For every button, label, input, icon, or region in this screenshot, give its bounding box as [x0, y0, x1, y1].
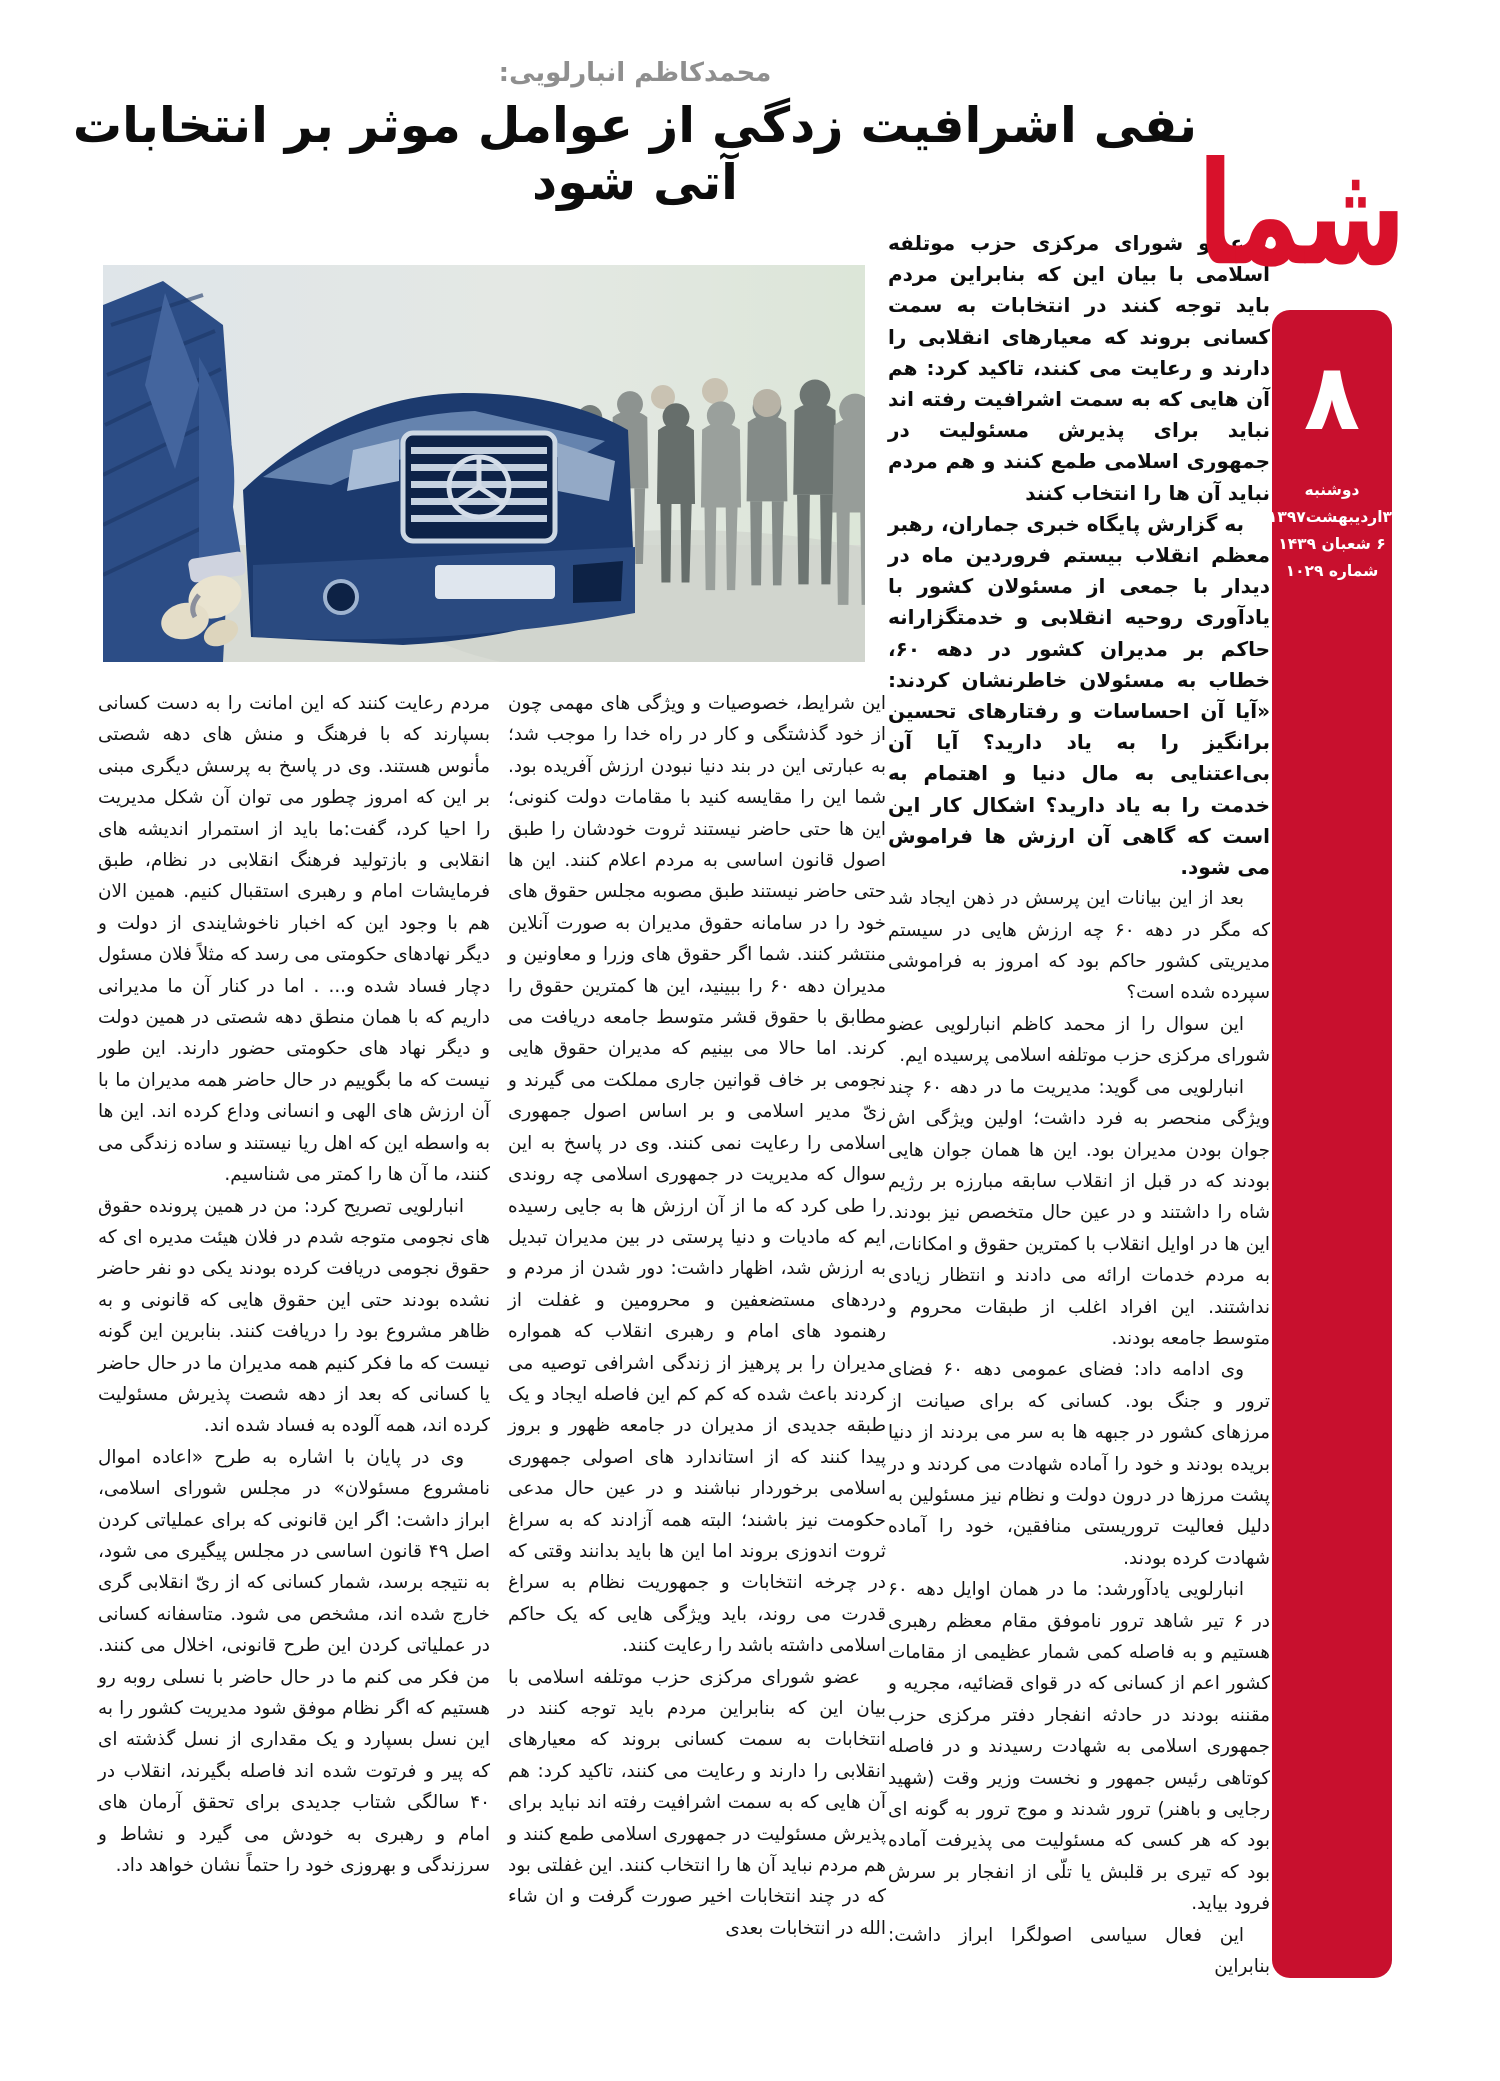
paragraph: بعد از این بیانات این پرسش در ذهن ایجاد شد که مگر در دهه ۶۰ چه ارزش هایی در سیستم مدیریتی کشور حاکم بود که امروز به فراموشی سپرده شده است؟	[888, 888, 1270, 1004]
right-body-paragraphs	[888, 883, 1270, 1982]
issue-number: شماره ۱۰۲۹	[1285, 561, 1379, 580]
newspaper-logo: شما	[1197, 132, 1406, 298]
paragraph: عضو شورای مرکزی حزب موتلفه اسلامی با بیان این که بنابراین مردم باید توجه کنند در انتخابات به سمت کسانی بروند که معیارهای انقلابی را دارند و رعایت می کنند، تاکید کرد: هم آن هایی که به سمت اشرافیت رفته اند نباید برای پذیرش مسئولیت در جمهوری اسلامی طمع کنند و هم مردم نباید آن ها را انتخاب کنند. این غفلتی بود که در چند انتخابات اخیر صورت گرفت و ان شاء الله در انتخابات بعدی	[508, 1666, 886, 1939]
article-photo	[103, 265, 865, 662]
paragraph: انبارلویی یادآورشد: ما در همان اوایل دهه ۶۰ در ۶ تیر شاهد ترور ناموفق مقام معظم رهبری هستیم و به فاصله کمی شمار عظیمی از مقامات کشور اعم از کسانی که در قوای قضائیه، مجریه و مقننه بودند در حادثه انفجار دفتر مرکزی حزب جمهوری اسلامی به شهادت رسیدند و در فاصله کوتاهی رئیس جمهور و نخست وزیر وقت (شهید رجایی و باهنر) ترور شدند و موج ترور به گونه ای بود که هر کسی که مسئولیت می پذیرفت آماده بود که تیری بر قلبش یا تلّی از انفجار بر سرش فرود بیاید.	[888, 1579, 1270, 1915]
paragraph: وی ادامه داد: فضای عمومی دهه ۶۰ فضای ترور و جنگ بود. کسانی که برای صیانت از مرزهای کشور در جبهه ها به سر می بردند از دنیا بریده بودند و خود را آماده شهادت می کردند و در پشت مرزها در درون دولت و نظام نیز مسئولین به دلیل فعالیت تروریستی منافقین، خود را آماده شهادت کرده بودند.	[888, 1359, 1270, 1569]
paragraph: مردم رعایت کنند که این امانت را به دست کسانی بسپارند که با فرهنگ و منش های دهه شصتی مأنوس هستند. وی در پاسخ به پرسش دیگری مبنی بر این که امروز چطور می توان آن شکل مدیریت را احیا کرد، گفت:ما باید از استمرار اندیشه های انقلابی و بازتولید فرهنگ انقلابی در نظام، طبق فرمایشات امام و رهبری استقبال کنیم. همین الان هم با وجود این که اخبار ناخوشایندی از دولت و دیگر نهادهای حکومتی می رسد که مثلاً فلان مسئول دچار فساد شده و... . اما در کنار آن ما مدیرانی داریم که با همان منطق دهه شصتی در همین دولت و دیگر نهاد های حکومتی حضور دارند. این طور نیست که ما بگوییم در حال حاضر همه مدیران ما با آن ارزش های الهی و انسانی وداع کرده اند. این ها به واسطه این که اهل ریا نیستند و ساده زندگی می کنند، ما آن ها را کمتر می شناسیم.	[98, 693, 490, 1186]
paragraph: این فعال سیاسی اصولگرا ابراز داشت: بنابراین	[888, 1924, 1270, 1978]
paragraph: عضو شورای مرکزی حزب موتلفه اسلامی با بیان این که بنابراین مردم باید توجه کنند در انتخابات به سمت کسانی بروند که معیارهای انقلابی را دارند و رعایت می کنند، تاکید کرد: هم آن هایی که به سمت اشرافیت رفته اند نباید برای پذیرش مسئولیت در جمهوری اسلامی طمع کنند و هم مردم نباید آن ها را انتخاب کنند	[888, 231, 1270, 505]
page-number: ۸	[1303, 344, 1361, 451]
date-jalali: ۳اردیبهشت۱۳۹۷	[1267, 507, 1392, 526]
paragraph: این شرایط، خصوصیات و ویژگی های مهمی چون از خود گذشتگی و کار در راه خدا را موجب شد؛ به عبارتی این در بند دنیا نبودن ارزش آفریده بود. شما این را مقایسه کنید با مقامات دولت کنونی؛این ها حتی حاضر نیستند ثروت خودشان را طبق اصول قانون اساسی به مردم اعلام کنند. این ها حتی حاضر نیستند طبق مصوبه مجلس حقوق های خود را در سامانه حقوق مدیران به صورت آنلاین منتشر کنند. شما اگر حقوق های وزرا و معاونین و مدیران دهه ۶۰ را ببینید، این ها کمترین حقوق را مطابق با حقوق قشر متوسط جامعه دریافت می کرند. اما حالا می بینیم که مدیران حقوق هایی نجومی بر خاف قوانین جاری مملکت می گیرند و زیّ مدیر اسلامی و بر اساس اصول جمهوری اسلامی را رعایت نمی کنند. وی در پاسخ به این سوال که مدیریت در جمهوری اسلامی چه روندی را طی کرد که ما از آن ارزش ها به جایی رسیده ایم که مادیات و دنیا پرستی در بین مدیران تبدیل به ارزش شد، اظهار داشت: دور شدن از مردم و دردهای مستضعفین و محرومین و غفلت از رهنمود های امام و رهبری انقلاب که همواره مدیران را بر پرهیز از زندگی اشرافی توصیه می کردند باعث شده که کم کم این فاصله ایجاد و یک طبقه جدیدی از مدیران در جامعه ظهور و بروز پیدا کنند که از استاندارد های اصولی جمهوری اسلامی برخوردار نباشند و در عین حال مدعی حکومت نیز باشند؛ البته همه آزادند که به سراغ ثروت اندوزی بروند اما این ها باید بدانند وقتی که در چرخه انتخابات و جمهوریت نظام به سراغ قدرت می روند، باید ویژگی هایی که یک حاکم اسلامی داشته باشد را رعایت کنند.	[508, 693, 887, 1657]
photo-illustration	[103, 265, 865, 662]
masthead-sidebar	[1267, 310, 1392, 1978]
kicker: محمدکاظم انبارلویی:	[498, 58, 772, 88]
date-block	[1267, 477, 1392, 585]
paragraph: به گزارش پایگاه خبری جماران، رهبر معظم انقلاب بیستم فروردین ماه در دیدار با جمعی از مسئولان کشور با یادآوری روحیه انقلابی و خدمتگزارانه حاکم بر مدیران کشور در دهه ۶۰، خطاب به مسئولان خاطرنشان کردند: «آیا آن احساسات و رفتارهای تحسین برانگیز را به یاد دارید؟ آیا آن بی‌اعتنایی به مال دنیا و اهتمام به خدمت را به یاد دارید؟ اشکال کار این است که گاهی آن ارزش ها فراموش می شود.	[888, 511, 1270, 880]
article-column-middle	[508, 688, 886, 1944]
weekday-label: دوشنبه	[1304, 480, 1360, 499]
article-column-right	[888, 228, 1270, 1982]
paragraph: انبارلویی می گوید: مدیریت ما در دهه ۶۰ چند ویژگی منحصر به فرد داشت؛ اولین ویژگی اش جوان بودن مدیران بود. این ها همان جوان هایی بودند که در قبل از انقلاب سابقه مبارزه بر رژیم شاه را داشتند و در عین حال متخصص نیز بودند. این ها در اوایل انقلاب با کمترین حقوق و امکانات، به مردم خدمات ارائه می دادند و انتظار زیادی نداشتند. این افراد اغلب از طبقات محروم و متوسط جامعه بودند.	[888, 1076, 1270, 1349]
date-hijri: ۶ شعبان ۱۴۳۹	[1278, 534, 1386, 553]
paragraph: این سوال را از محمد کاظم انبارلویی عضو شورای مرکزی حزب موتلفه اسلامی پرسیده ایم.	[888, 1013, 1270, 1067]
paragraph: انبارلویی تصریح کرد: من در همین پرونده حقوق های نجومی متوجه شدم در فلان هیئت مدیره ای که حقوق نجومی دریافت کرده بودند یکی دو نفر حاضر نشده بودند حتی این حقوق هایی که قانونی و به ظاهر مشروع بود را دریافت کنند. بنابرین این گونه نیست که ما فکر کنیم همه مدیران ما در حال حاضر یا کسانی که بعد از دهه شصت پذیرش مسئولیت کرده اند، همه آلوده به فساد شده اند.	[98, 1195, 490, 1437]
article-column-left	[98, 688, 490, 1881]
page-title: نفی اشرافیت زدگی از عوامل موثر بر انتخابات آتی شود	[72, 97, 1198, 211]
paragraph: وی در پایان با اشاره به طرح «اعاده اموال نامشروع مسئولان» در مجلس شورای اسلامی، ابراز داشت: اگر این قانونی که برای عملیاتی کردن اصل ۴۹ قانون اساسی در مجلس پیگیری می شود، به نتیجه برسد، شمار کسانی که از ریّ انقلابی گری خارج شده اند، مشخص می شود. متاسفانه کسانی در عملیاتی کردن این طرح قانونی، اخلال می کنند. من فکر می کنم ما در حال حاضر با نسلی روبه رو هستیم که اگر نظام موفق شود مدیریت کشور را به این نسل بسپارد و یک مقداری از نسل گذشته ای که پیر و فرتوت شده اند فاصله بگیرند، انقلاب در ۴۰ سالگی شتاب جدیدی برای تحقق آرمان های امام و رهبری به خودش می گیرد و نشاط و سرزندگی و بهروزی خود را حتماً نشان خواهد داد.	[98, 1446, 490, 1877]
